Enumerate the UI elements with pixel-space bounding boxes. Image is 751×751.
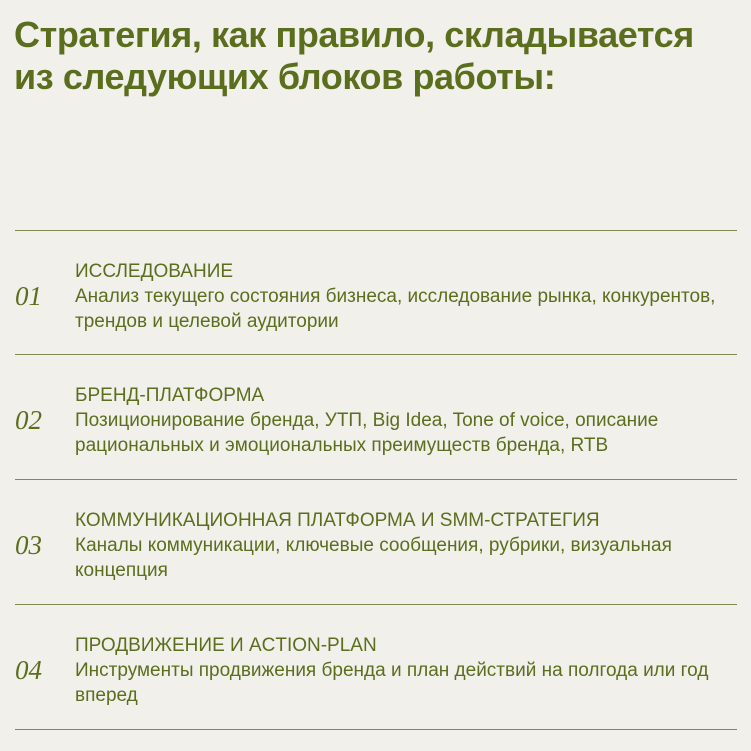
item-heading: ПРОДВИЖЕНИЕ И ACTION-PLAN bbox=[75, 635, 377, 656]
item-content bbox=[75, 384, 737, 458]
item-heading: КОММУНИКАЦИОННАЯ ПЛАТФОРМА И SMM-СТРАТЕГИЯ bbox=[75, 510, 600, 531]
item-description: Анализ текущего состояния бизнеса, исследование рынка, конкурентов, трендов и целевой аудитории bbox=[75, 286, 716, 332]
title-line-2: из следующих блоков работы: bbox=[14, 56, 556, 97]
item-heading: БРЕНД-ПЛАТФОРМА bbox=[75, 385, 265, 406]
item-description: Позиционирование бренда, УТП, Big Idea, Tone of voice, описание рациональных и эмоциональных преимуществ бренда, RTB bbox=[75, 410, 659, 456]
item-heading: ИССЛЕДОВАНИЕ bbox=[75, 261, 234, 282]
title-line-1: Стратегия, как правило, складывается bbox=[14, 14, 694, 55]
page-title bbox=[14, 14, 734, 98]
item-content bbox=[75, 634, 737, 708]
item-number: 04 bbox=[15, 655, 42, 685]
item-description: Каналы коммуникации, ключевые сообщения, рубрики, визуальная концепция bbox=[75, 535, 672, 581]
item-content bbox=[75, 260, 737, 334]
item-description: Инструменты продвижения бренда и план действий на полгода или год вперед bbox=[75, 660, 709, 706]
item-number: 03 bbox=[15, 530, 42, 560]
work-blocks-list bbox=[15, 230, 737, 730]
list-item bbox=[15, 355, 737, 480]
list-item bbox=[15, 230, 737, 355]
item-number: 02 bbox=[15, 405, 42, 435]
list-item bbox=[15, 605, 737, 730]
list-item bbox=[15, 480, 737, 605]
item-number: 01 bbox=[15, 281, 42, 311]
item-content bbox=[75, 509, 737, 583]
